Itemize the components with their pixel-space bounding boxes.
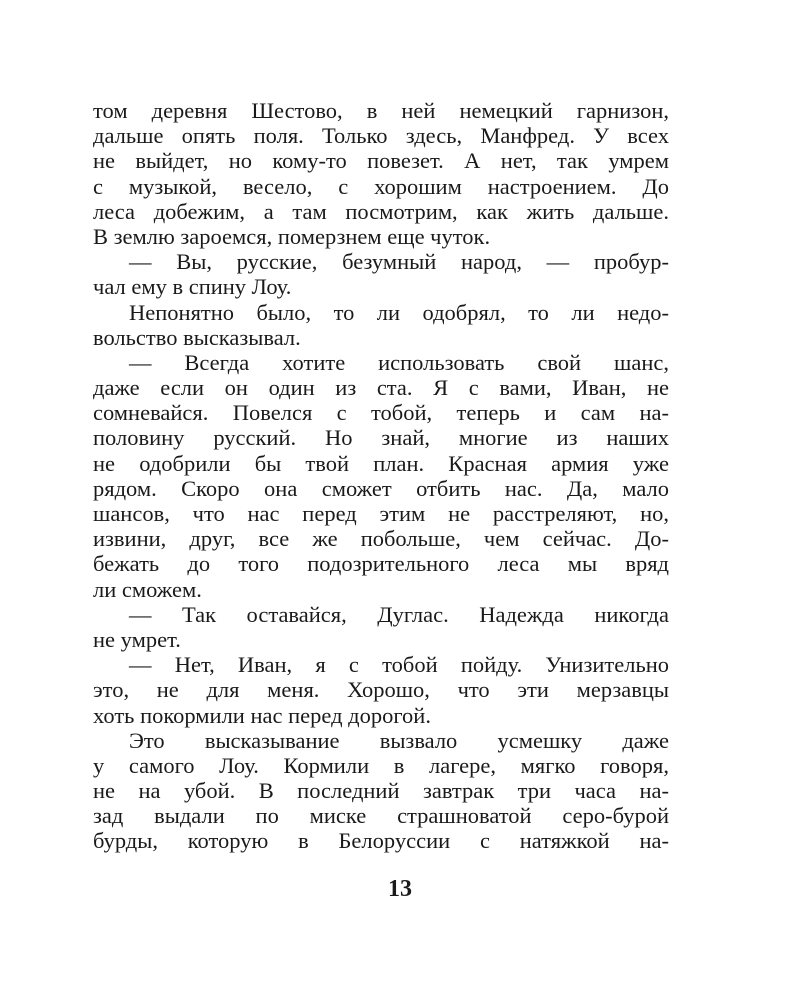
text-line: половину русский. Но знай, многие из наших [93,425,669,451]
page-number: 13 [388,876,412,902]
text-line: хоть покормили нас перед дорогой. [93,702,431,728]
text-line: Это высказывание вызвало усмешку даже [129,727,669,753]
text-line: с музыкой, весело, с хорошим настроением. До [93,173,669,199]
text-line: извини, друг, все же побольше, чем сейчас. До- [93,526,669,552]
text-line: не одобрили бы твой план. Красная армия уже [93,450,669,476]
text-line: В землю зароемся, померзнем еще чуток. [93,223,491,249]
text-line: не выйдет, но кому-то повезет. А нет, так умрем [93,148,669,174]
text-line: леса добежим, а там посмотрим, как жить дальше. [93,198,669,224]
text-line: не умрет. [93,626,181,652]
text-line: — Вы, русские, безумный народ, — пробур- [129,249,669,275]
text-line: дальше опять поля. Только здесь, Манфред. У всех [93,123,669,149]
text-line: сомневайся. Повелся с тобой, теперь и сам на- [93,400,669,426]
text-line: вольство высказывал. [93,324,301,350]
text-line: это, не для меня. Хорошо, что эти мерзавцы [93,677,669,703]
text-line: шансов, что нас перед этим не расстреляют, но, [93,501,669,526]
text-line: — Всегда хотите использовать свой шанс, [129,349,669,375]
text-line: даже если он один из ста. Я с вами, Иван, не [93,375,669,401]
text-line: зад выдали по миске страшноватой серо-бурой [93,803,669,829]
text-line: ли сможем. [93,576,202,602]
text-line: — Так оставайся, Дуглас. Надежда никогда [129,601,669,627]
text-line: бурды, которую в Белоруссии с натяжкой на- [93,828,669,854]
text-line: — Нет, Иван, я с тобой пойду. Унизительно [129,652,669,678]
book-page-text [93,98,669,854]
text-line: том деревня Шестово, в ней немецкий гарнизон, [93,98,669,123]
text-line: рядом. Скоро она сможет отбить нас. Да, мало [93,475,669,501]
text-line: у самого Лоу. Кормили в лагере, мягко говоря, [93,752,669,778]
text-line: бежать до того подозрительного леса мы вряд [93,551,669,577]
text-line: чал ему в спину Лоу. [93,274,292,300]
text-line: не на убой. В последний завтрак три часа на- [93,778,669,804]
text-line: Непонятно было, то ли одобрял, то ли недо- [129,299,669,325]
